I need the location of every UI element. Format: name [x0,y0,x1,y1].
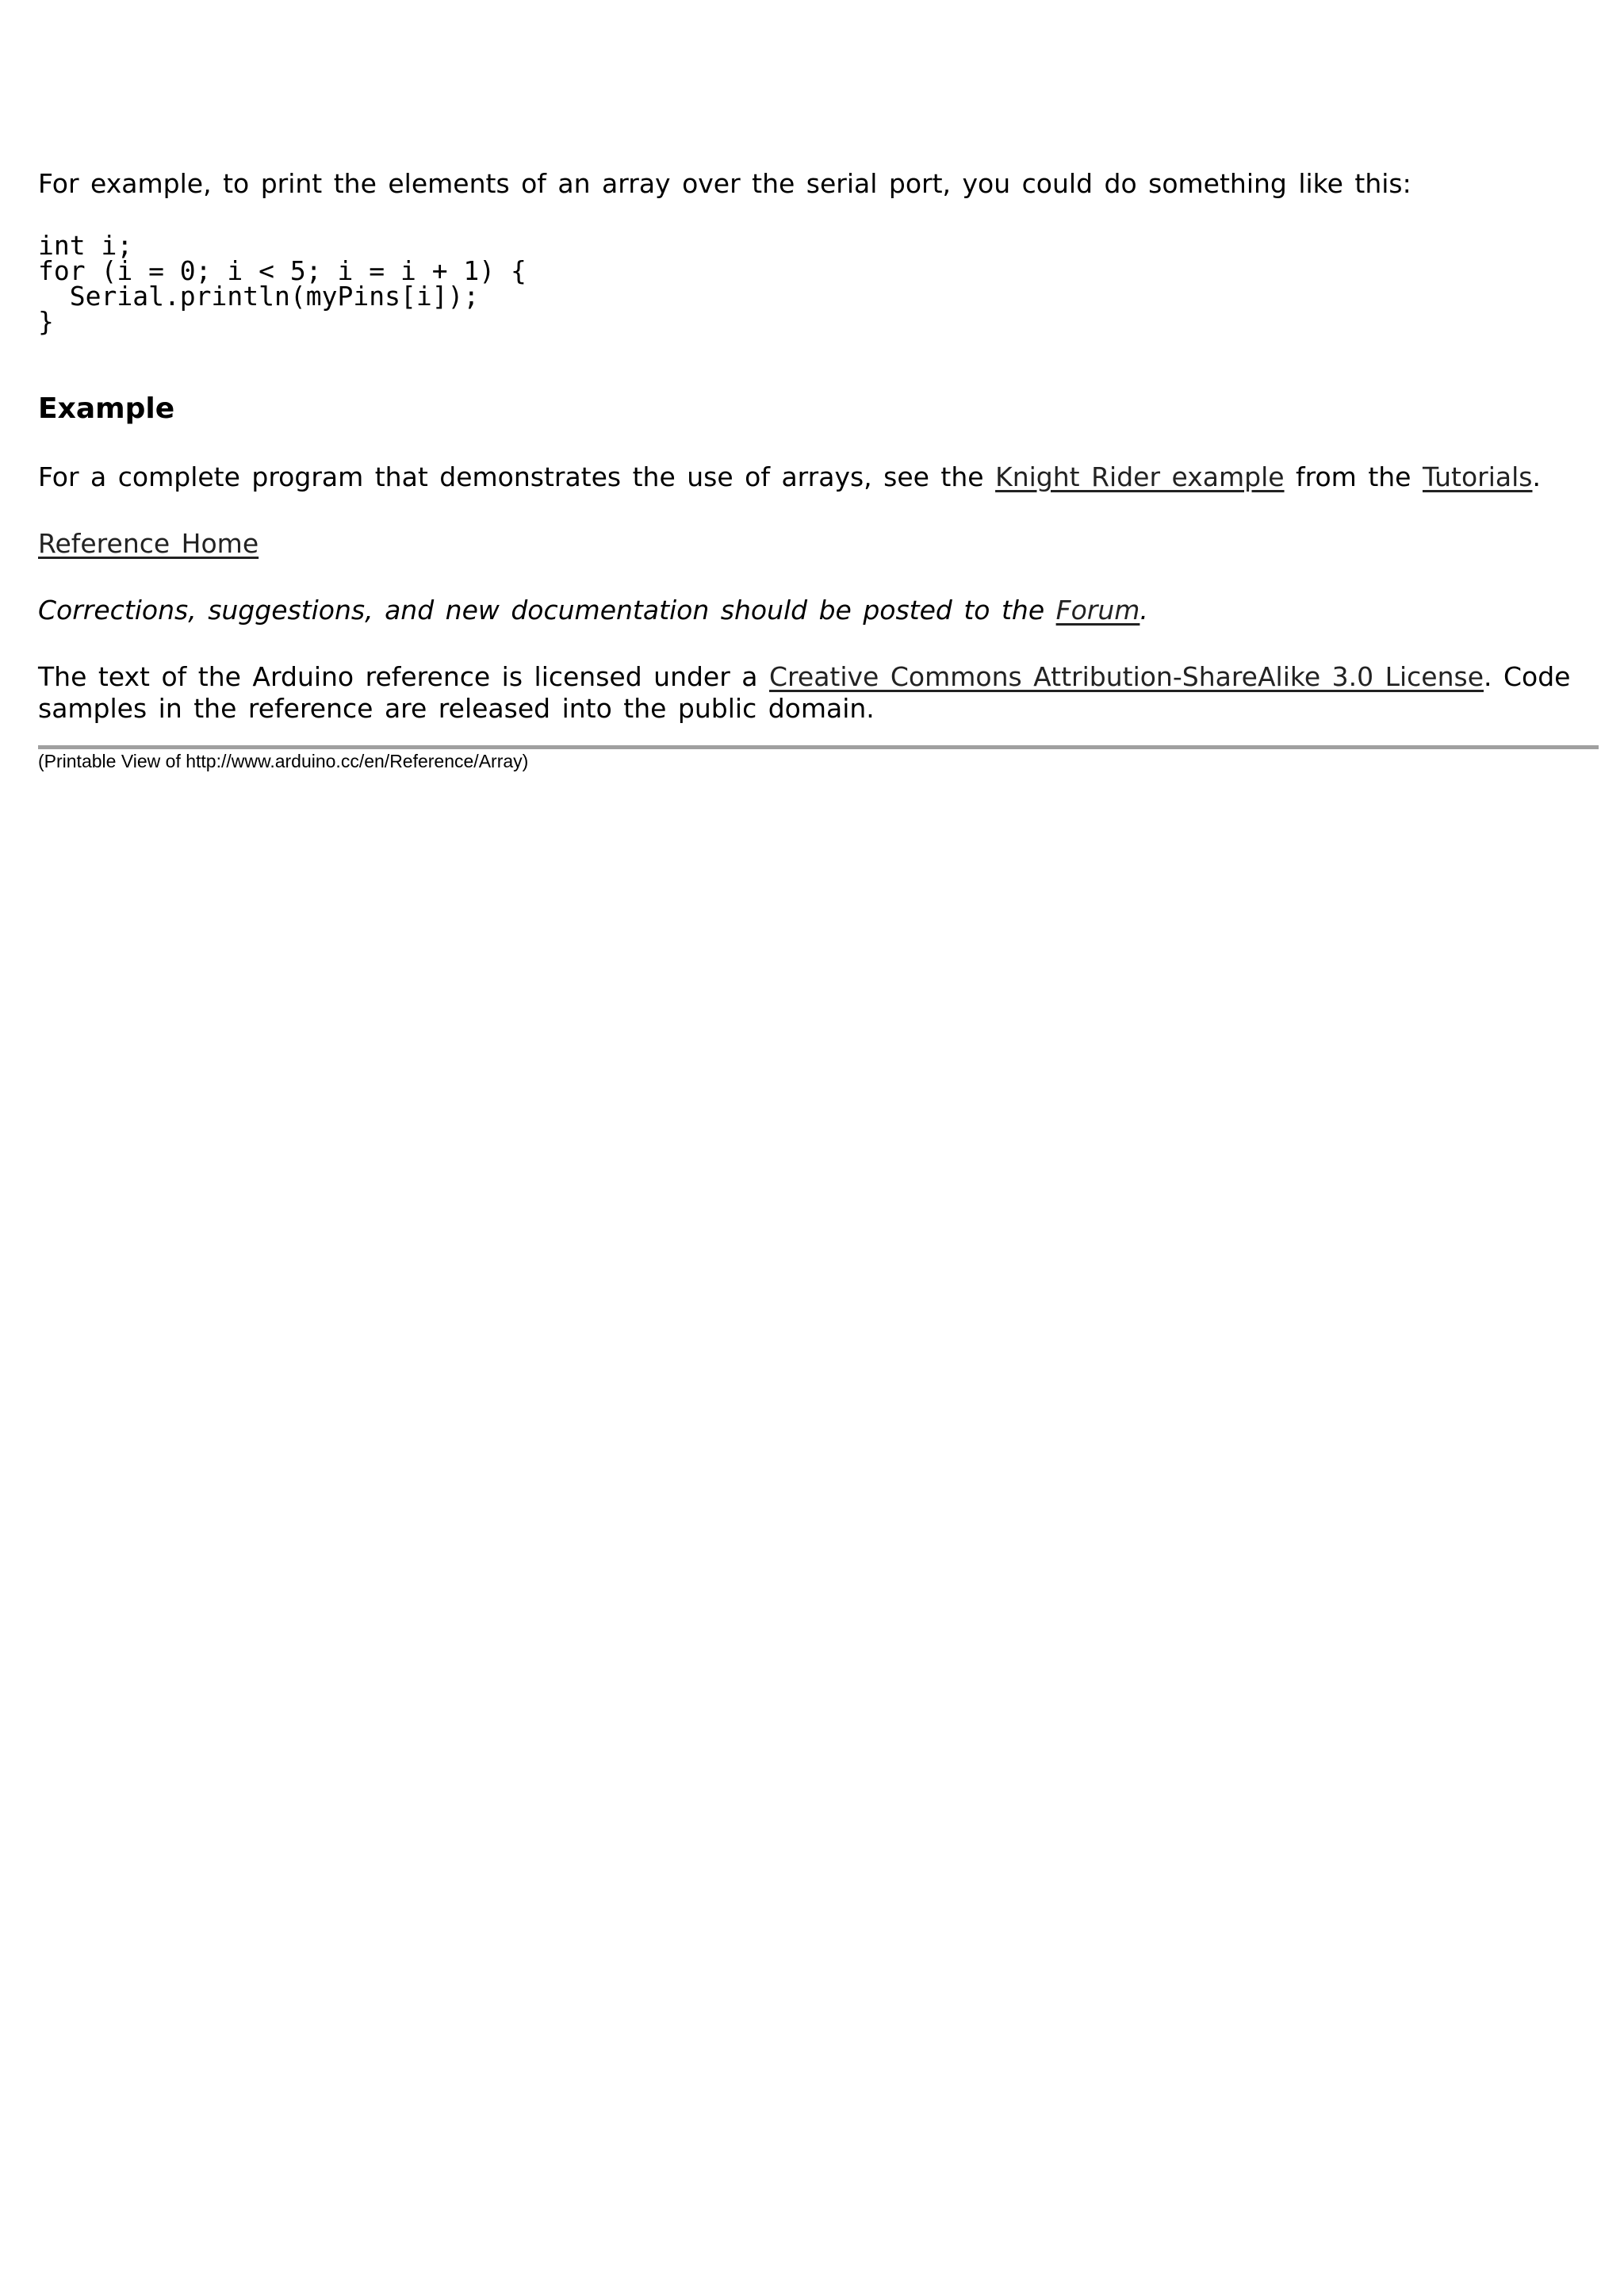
corrections-text-after: . [1139,595,1148,626]
example-paragraph [38,461,1599,493]
example-text-before: For a complete program that demonstrates the use of arrays, see the [38,461,996,492]
creative-commons-license-link[interactable]: Creative Commons Attribution-ShareAlike 3.0 License [769,661,1484,692]
corrections-paragraph [38,595,1148,626]
intro-paragraph: For example, to print the elements of an array over the serial port, you could do something like this: [38,168,1411,199]
reference-home-link[interactable]: Reference Home [38,528,259,559]
example-text-after: . [1532,461,1541,492]
printable-view-note: (Printable View of http://www.arduino.cc/en/Reference/Array) [38,751,529,771]
license-text-after: . Code samples in the reference are released into the public domain. [38,661,1571,724]
knight-rider-example-link[interactable]: Knight Rider example [995,461,1285,492]
reference-home-paragraph [38,528,259,560]
example-text-middle: from the [1284,461,1423,492]
forum-link[interactable]: Forum [1055,595,1140,626]
code-line: for (i = 0; i < 5; i = i + 1) { [38,255,527,286]
license-text-before: The text of the Arduino reference is licensed under a [38,661,770,692]
tutorials-link[interactable]: Tutorials [1422,461,1533,492]
license-paragraph [38,661,1599,725]
corrections-text: Corrections, suggestions, and new documentation should be posted to the [38,595,1056,626]
code-line: } [38,306,54,337]
horizontal-divider [38,745,1599,749]
code-line: int i; [38,230,133,261]
code-block [38,230,527,337]
code-line: Serial.println(myPins[i]); [38,281,480,312]
example-heading: Example [38,392,175,425]
